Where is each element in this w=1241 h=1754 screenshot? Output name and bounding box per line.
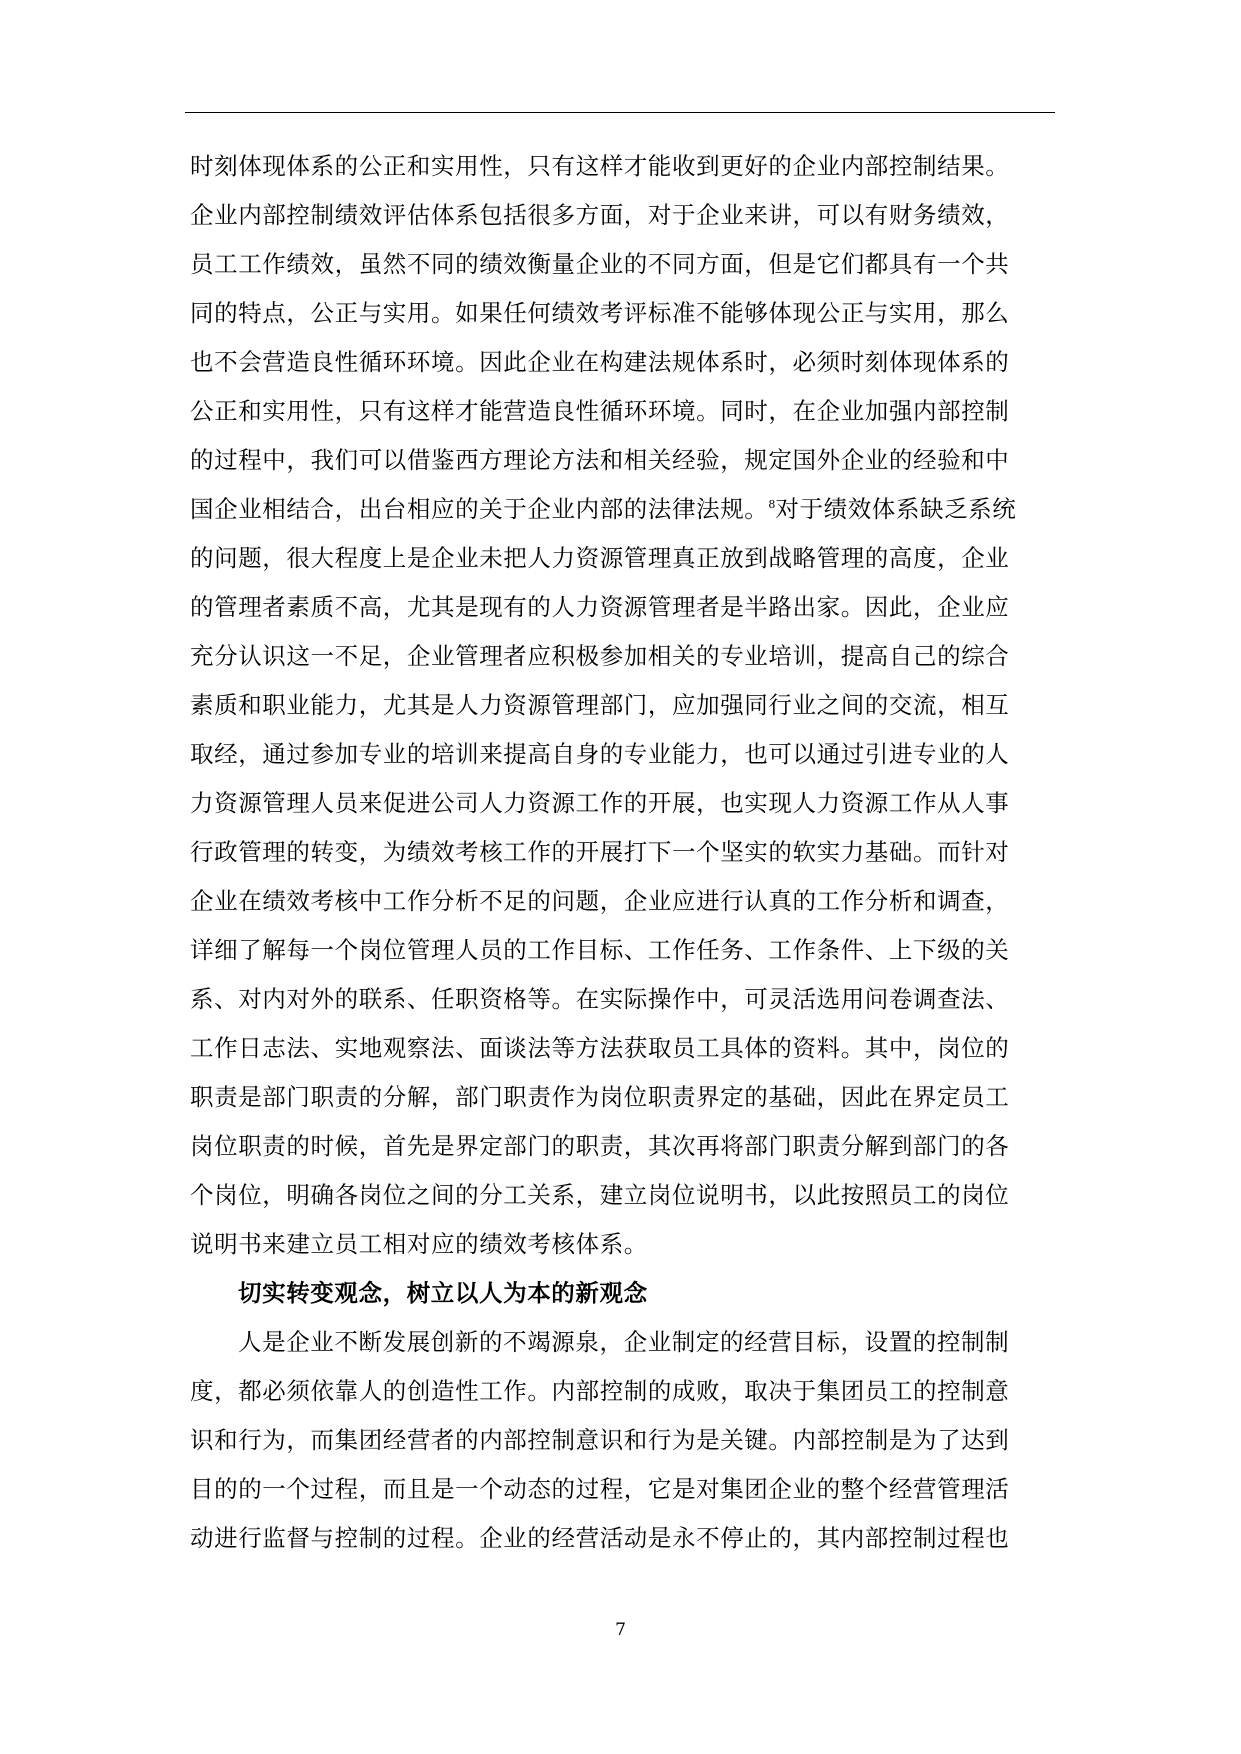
text-line: 公正和实用性，只有这样才能营造良性循环环境。同时，在企业加强内部控制 <box>190 397 1010 425</box>
text-line: 行政管理的转变，为绩效考核工作的开展打下一个坚实的软实力基础。而针对 <box>190 838 1010 866</box>
text-line: 也不会营造良性循环环境。因此企业在构建法规体系时，必须时刻体现体系的 <box>190 348 1010 376</box>
text-line: 员工工作绩效，虽然不同的绩效衡量企业的不同方面，但是它们都具有一个共 <box>190 250 1010 278</box>
text-line: 的过程中，我们可以借鉴西方理论方法和相关经验，规定国外企业的经验和中 <box>190 446 1010 474</box>
text-line: 取经，通过参加专业的培训来提高自身的专业能力，也可以通过引进专业的人 <box>190 740 1010 768</box>
text-line: 识和行为，而集团经营者的内部控制意识和行为是关键。内部控制是为了达到 <box>190 1426 1010 1454</box>
text-line: 职责是部门职责的分解，部门职责作为岗位职责界定的基础，因此在界定员工 <box>190 1083 1010 1111</box>
text-line: 个岗位，明确各岗位之间的分工关系，建立岗位说明书，以此按照员工的岗位 <box>190 1181 1010 1209</box>
header-rule <box>185 112 1055 113</box>
text-line: 详细了解每一个岗位管理人员的工作目标、工作任务、工作条件、上下级的关 <box>190 936 1010 964</box>
text-line: 动进行监督与控制的过程。企业的经营活动是永不停止的，其内部控制过程也 <box>190 1524 1010 1552</box>
text-line: 系、对内对外的联系、任职资格等。在实际操作中，可灵活选用问卷调查法、 <box>190 985 1010 1013</box>
section-heading: 切实转变观念，树立以人为本的新观念 <box>238 1279 648 1307</box>
page-number: 7 <box>615 1620 626 1640</box>
text-line: 企业内部控制绩效评估体系包括很多方面，对于企业来讲，可以有财务绩效， <box>190 201 1010 229</box>
text-line: 目的的一个过程，而且是一个动态的过程，它是对集团企业的整个经营管理活 <box>190 1475 1010 1503</box>
text-line: 的管理者素质不高，尤其是现有的人力资源管理者是半路出家。因此，企业应 <box>190 593 1010 621</box>
footnote-marker[interactable]: 8 <box>768 498 776 511</box>
text-line: 时刻体现体系的公正和实用性，只有这样才能收到更好的企业内部控制结果。 <box>190 152 1010 180</box>
text-line-with-footnote <box>190 485 1060 534</box>
text-line: 素质和职业能力，尤其是人力资源管理部门，应加强同行业之间的交流，相互 <box>190 691 1010 719</box>
text-line: 企业在绩效考核中工作分析不足的问题，企业应进行认真的工作分析和调查， <box>190 887 1010 915</box>
text-line: 工作日志法、实地观察法、面谈法等方法获取员工具体的资料。其中，岗位的 <box>190 1034 1010 1062</box>
text-line: 力资源管理人员来促进公司人力资源工作的开展，也实现人力资源工作从人事 <box>190 789 1010 817</box>
text-line: 同的特点，公正与实用。如果任何绩效考评标准不能够体现公正与实用，那么 <box>190 299 1010 327</box>
body-text <box>190 142 1060 1563</box>
footnote-line-after: 对于绩效体系缺乏系统 <box>775 495 1017 523</box>
text-line: 度，都必须依靠人的创造性工作。内部控制的成败，取决于集团员工的控制意 <box>190 1377 1010 1405</box>
text-line: 说明书来建立员工相对应的绩效考核体系。 <box>190 1230 648 1258</box>
text-line: 充分认识这一不足，企业管理者应积极参加相关的专业培训，提高自己的综合 <box>190 642 1010 670</box>
footnote-line-before: 国企业相结合，出台相应的关于企业内部的法律法规。 <box>190 495 769 523</box>
text-line: 岗位职责的时候，首先是界定部门的职责，其次再将部门职责分解到部门的各 <box>190 1132 1010 1160</box>
text-line: 的问题，很大程度上是企业未把人力资源管理真正放到战略管理的高度，企业 <box>190 544 1010 572</box>
text-line: 人是企业不断发展创新的不竭源泉，企业制定的经营目标，设置的控制制 <box>238 1328 1010 1356</box>
